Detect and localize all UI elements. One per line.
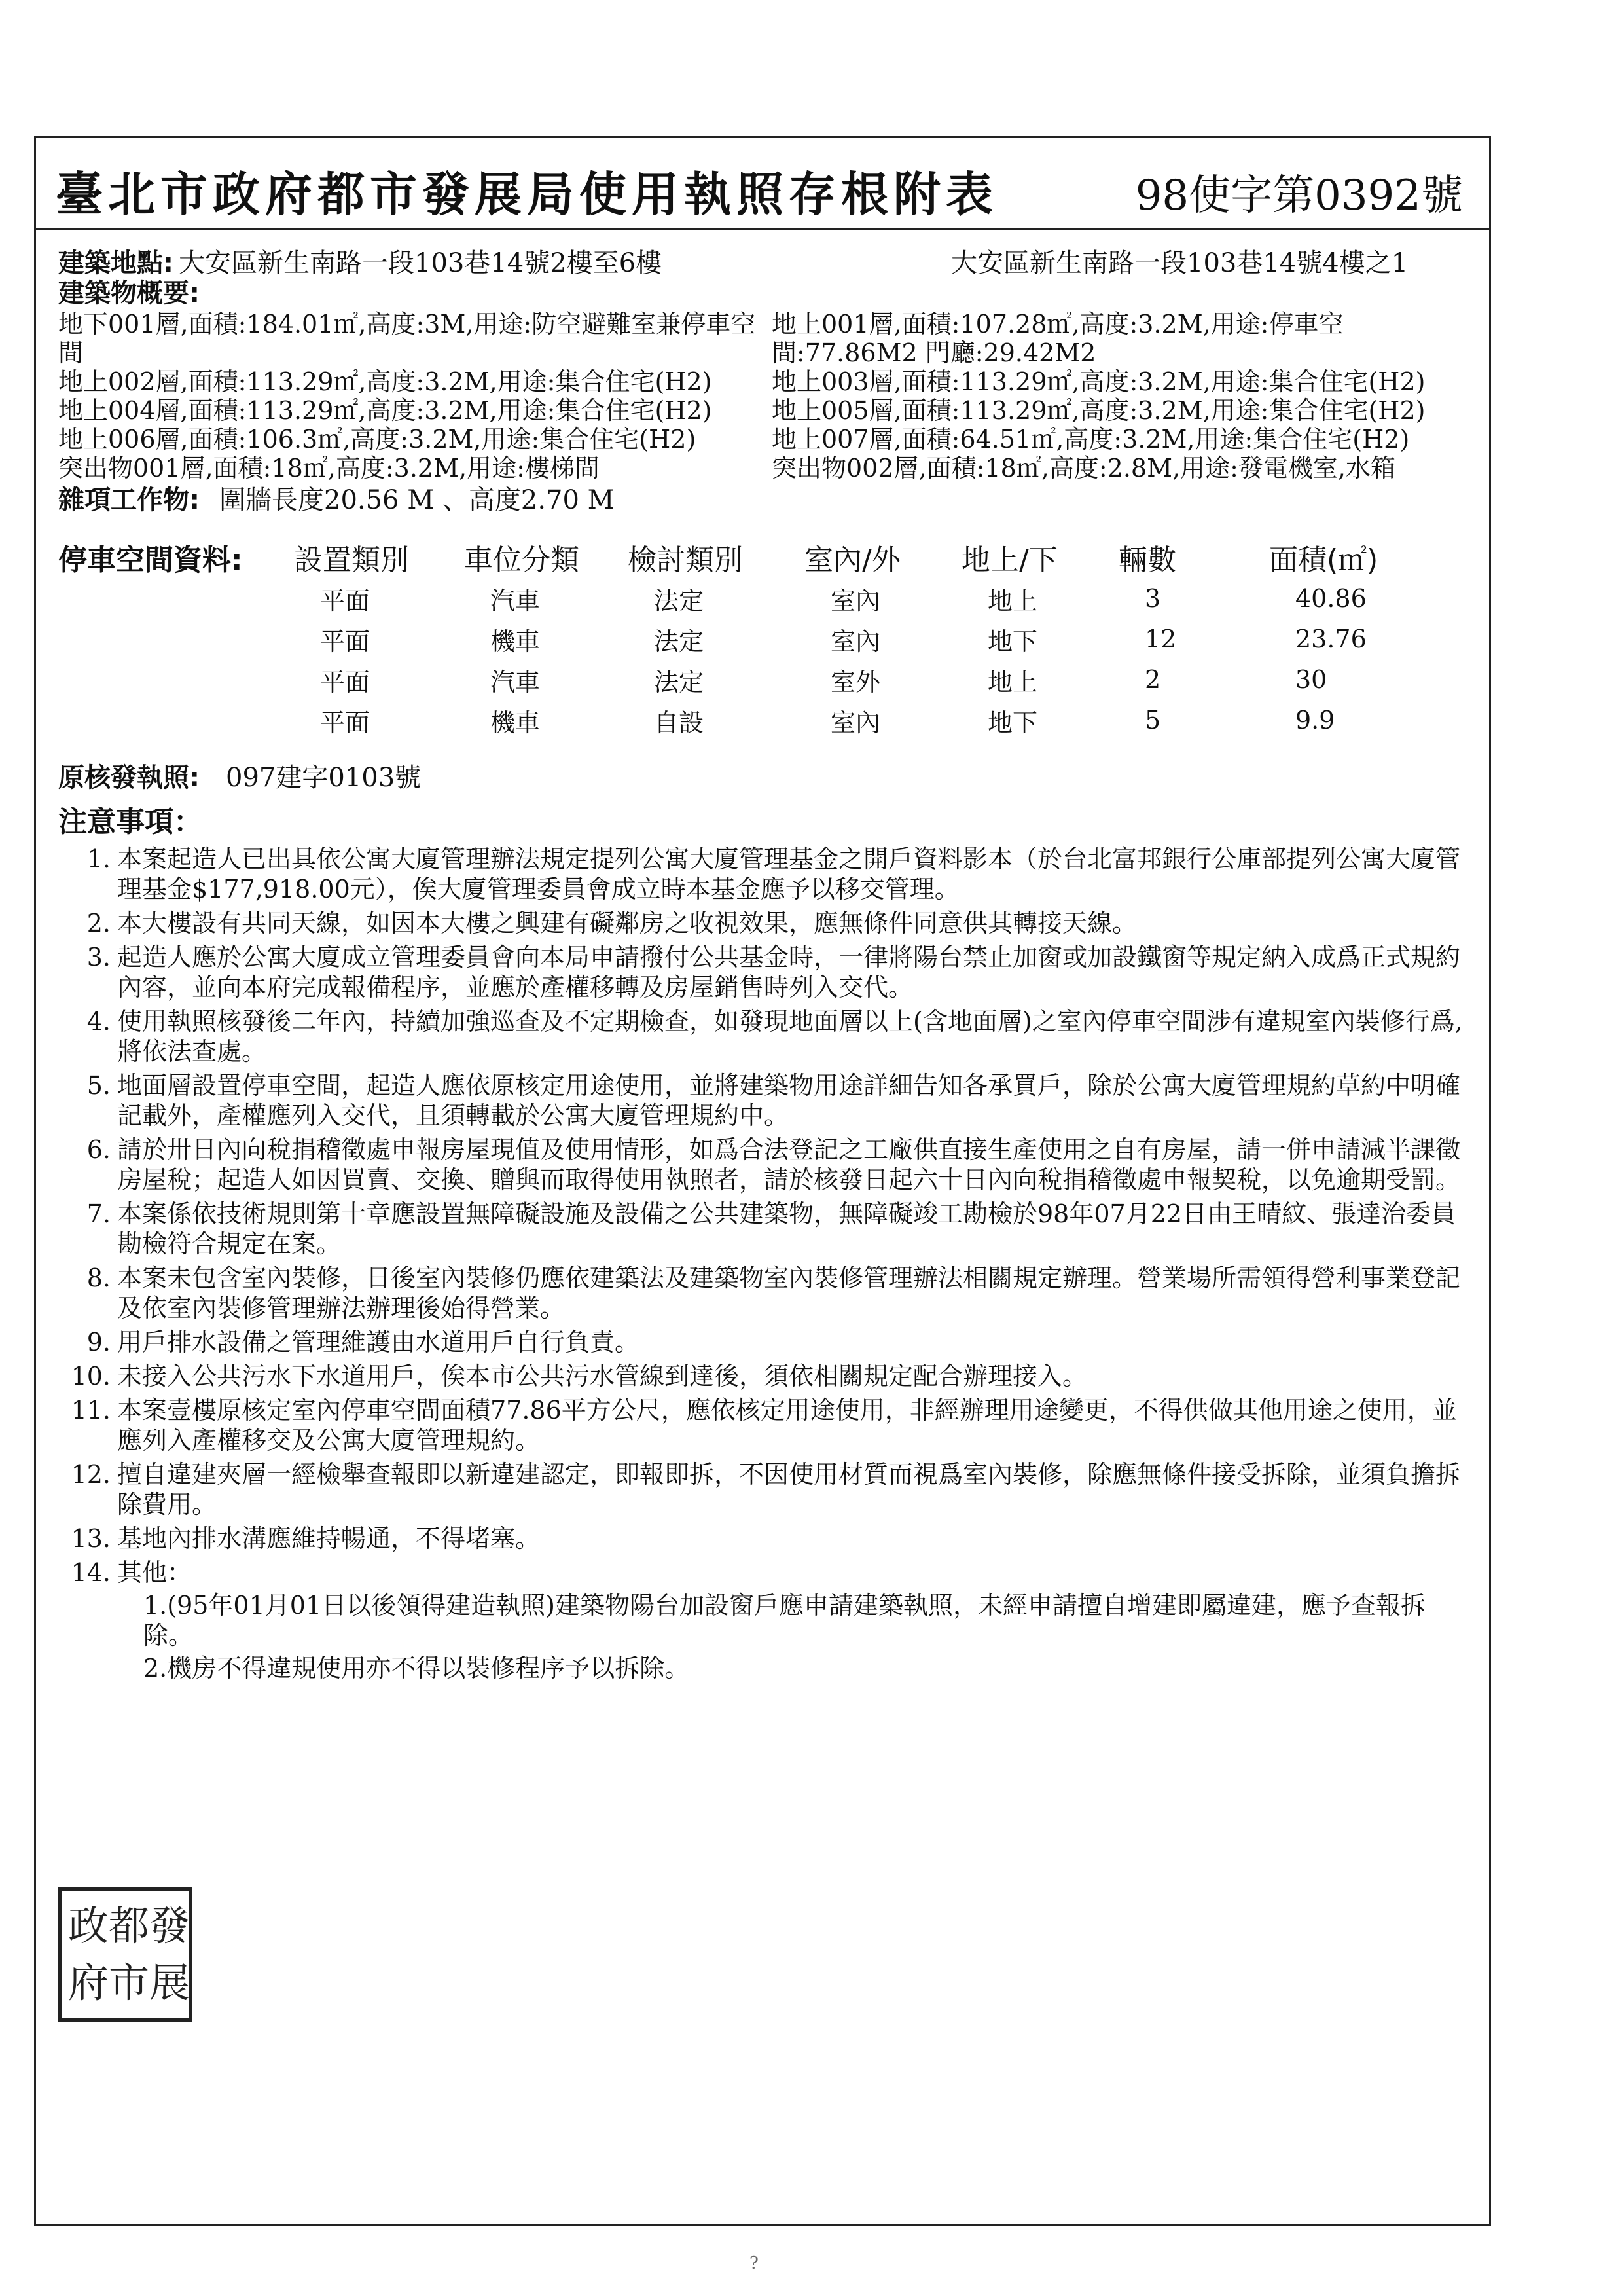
parking-cell: 地上: [988, 667, 1038, 697]
note-number: 2.: [86, 909, 111, 938]
parking-label: 停車空間資料:: [58, 543, 243, 577]
note-text: 使用執照核發後二年內，持續加強巡查及不定期檢查，如發現地面層以上(含地面層)之室內停車空間涉有違規室內裝修行爲,將依法查處。: [117, 1007, 1463, 1066]
seal-glyphs: 政 都 發 府 市 展: [68, 1901, 190, 2007]
parking-cell: 汽車: [490, 667, 541, 697]
parking-col-5: 地上/下: [962, 543, 1058, 577]
parking-table: [58, 578, 1465, 740]
official-seal: [58, 1887, 192, 2022]
parking-cell: 機車: [490, 708, 541, 737]
note-number: 11.: [71, 1396, 111, 1425]
content: [58, 248, 1465, 1683]
note-number: 6.: [86, 1135, 111, 1164]
parking-cell: 30: [1295, 665, 1327, 694]
parking-cell: 9.9: [1295, 706, 1335, 735]
parking-row: [58, 619, 1465, 659]
floor-right-4: 地上007層,面積:64.51㎡,高度:3.2M,用途:集合住宅(H2): [772, 425, 1410, 454]
original-permit-label: 原核發執照:: [58, 763, 200, 793]
parking-cell: 5: [1145, 706, 1161, 735]
note-number: 14.: [71, 1558, 111, 1587]
parking-cell: 地下: [988, 627, 1038, 656]
overview-label: 建築物概要:: [58, 278, 200, 308]
parking-col-6: 輛數: [1119, 543, 1176, 577]
parking-cell: 機車: [490, 627, 541, 656]
parking-cell: 自設: [654, 708, 704, 737]
floor-right-2: 地上003層,面積:113.29㎡,高度:3.2M,用途:集合住宅(H2): [772, 367, 1426, 396]
note-text: 本案起造人已出具依公寓大廈管理辦法規定提列公寓大廈管理基金之開戶資料影本（於台北富邦銀行公庫部提列公寓大廈管理基金$177,918.00元），俟大廈管理委員會成立時本基金應予以移交管理。: [117, 845, 1461, 903]
parking-cell: 3: [1145, 584, 1161, 613]
note-number: 9.: [86, 1328, 111, 1357]
parking-cell: 地上: [988, 586, 1038, 615]
parking-cell: 平面: [320, 627, 370, 656]
note-text: 本案壹樓原核定室內停車空間面積77.86平方公尺，應依核定用途使用，非經辦理用途變更，不得供做其他用途之使用，並應列入產權移交及公寓大廈管理規約。: [117, 1396, 1457, 1455]
note-number: 12.: [71, 1460, 111, 1489]
document-frame: [34, 136, 1491, 2226]
note-item: [58, 1070, 1465, 1131]
floors-grid: [58, 310, 1465, 483]
note-text: 地面層設置停車空間，起造人應依原核定用途使用，並將建築物用途詳細告知各承買戶，除於公寓大廈管理規約草約中明確記載外，產權應列入交代，且須轉載於公寓大廈管理規約中。: [117, 1071, 1461, 1130]
note-number: 7.: [86, 1199, 111, 1228]
permit-number: 98使字第0392號: [1135, 172, 1463, 220]
note-text: 請於卅日內向稅捐稽徵處申報房屋現值及使用情形，如爲合法登記之工廠供直接生產使用之自有房屋，請一併申請減半課徵房屋稅；起造人如因買賣、交換、贈與而取得使用執照者，請於核發日起六十日內向稅捐稽徵處申報契稅，以免逾期受罰。: [117, 1135, 1461, 1194]
note-sub-item: 2.機房不得違規使用亦不得以裝修程序予以拆除。: [143, 1654, 690, 1683]
page-mark: ?: [749, 2253, 759, 2273]
note-item: [58, 1263, 1465, 1323]
misc-label: 雜項工作物:: [58, 485, 200, 515]
notes-title: 注意事項：: [58, 805, 202, 839]
note-item: [58, 1523, 1465, 1554]
note-text: 起造人應於公寓大廈成立管理委員會向本局申請撥付公共基金時，一律將陽台禁止加窗或加設鐵窗等規定納入成爲正式規約內容，並向本府完成報備程序，並應於產權移轉及房屋銷售時列入交代。: [117, 943, 1461, 1002]
note-item: [58, 908, 1465, 938]
note-text: 本大樓設有共同天線，如因本大樓之興建有礙鄰房之收視效果，應無條件同意供其轉接天線。: [117, 909, 1138, 938]
note-text: 基地內排水溝應維持暢通，不得堵塞。: [117, 1524, 541, 1553]
parking-col-1: 設置類別: [294, 543, 409, 577]
parking-col-3: 檢討類別: [628, 543, 743, 577]
parking-row: [58, 700, 1465, 740]
parking-cell: 室內: [831, 708, 881, 737]
document-title: 臺北市政府都市發展局使用執照存根附表: [56, 166, 999, 222]
parking-cell: 法定: [654, 667, 704, 697]
original-permit-value: 097建字0103號: [226, 763, 422, 793]
note-text: 本案未包含室內裝修，日後室內裝修仍應依建築法及建築物室內裝修管理辦法相關規定辦理。營業場所需領得營利事業登記及依室內裝修管理辦法辦理後始得營業。: [117, 1264, 1461, 1322]
note-item: [58, 1459, 1465, 1520]
parking-cell: 室內: [831, 586, 881, 615]
parking-col-2: 車位分類: [464, 543, 579, 577]
note-number: 4.: [86, 1007, 111, 1036]
parking-cell: 室外: [831, 667, 881, 697]
parking-cell: 地下: [988, 708, 1038, 737]
parking-cell: 23.76: [1295, 625, 1367, 653]
floor-right-1: 地上001層,面積:107.28㎡,高度:3.2M,用途:停車空間:77.86M2 門廳:29.42M2: [772, 310, 1344, 367]
note-number: 5.: [86, 1071, 111, 1100]
note-text: 未接入公共污水下水道用戶，俟本市公共污水管線到達後，須依相關規定配合辦理接入。: [117, 1362, 1088, 1391]
floor-right-5: 突出物002層,面積:18㎡,高度:2.8M,用途:發電機室,水箱: [772, 454, 1395, 483]
floor-left-2: 地上002層,面積:113.29㎡,高度:3.2M,用途:集合住宅(H2): [58, 367, 712, 396]
parking-cell: 室內: [831, 627, 881, 656]
note-item: [58, 1006, 1465, 1066]
notes-list: [58, 844, 1465, 1588]
notes-sub-list: [58, 1590, 1465, 1683]
floor-left-3: 地上004層,面積:113.29㎡,高度:3.2M,用途:集合住宅(H2): [58, 396, 712, 425]
note-text: 擅自違建夾層一經檢舉查報即以新違建認定，即報即拆，不因使用材質而視爲室內裝修，除應無條件接受拆除，並須負擔拆除費用。: [117, 1460, 1461, 1519]
parking-col-4: 室內/外: [804, 543, 901, 577]
parking-col-7: 面積(㎡): [1269, 543, 1378, 577]
misc-value: 圍牆長度20.56 M 、高度2.70 M: [219, 485, 615, 515]
note-item: [58, 1361, 1465, 1391]
parking-cell: 2: [1145, 665, 1161, 694]
note-item: [58, 1327, 1465, 1357]
parking-header: [58, 536, 1465, 578]
misc-row: [58, 485, 1465, 515]
parking-cell: 汽車: [490, 586, 541, 615]
floor-right-3: 地上005層,面積:113.29㎡,高度:3.2M,用途:集合住宅(H2): [772, 396, 1426, 425]
site-address-2: 大安區新生南路一段103巷14號4樓之1: [951, 248, 1409, 278]
parking-cell: 40.86: [1295, 584, 1367, 613]
parking-cell: 12: [1145, 625, 1177, 653]
note-item: [58, 1395, 1465, 1455]
original-permit-row: [58, 763, 1465, 793]
note-number: 10.: [71, 1362, 111, 1391]
note-item: [58, 1135, 1465, 1195]
note-number: 1.: [86, 845, 111, 873]
note-number: 13.: [71, 1524, 111, 1553]
site-label: 建築地點:: [58, 248, 173, 278]
note-item: [58, 942, 1465, 1002]
parking-cell: 平面: [320, 667, 370, 697]
note-text: 用戶排水設備之管理維護由水道用戶自行負責。: [117, 1328, 640, 1357]
note-text: 其他：: [117, 1558, 192, 1587]
floor-left-1: 地下001層,面積:184.01㎡,高度:3M,用途:防空避難室兼停車空間: [58, 310, 756, 367]
header: [36, 138, 1489, 230]
note-number: 8.: [86, 1264, 111, 1292]
parking-cell: 平面: [320, 586, 370, 615]
floor-left-4: 地上006層,面積:106.3㎡,高度:3.2M,用途:集合住宅(H2): [58, 425, 696, 454]
site-address-1: 大安區新生南路一段103巷14號2樓至6樓: [179, 248, 662, 278]
note-item: [58, 844, 1465, 904]
floor-left-5: 突出物001層,面積:18㎡,高度:3.2M,用途:樓梯間: [58, 454, 600, 483]
note-item: [58, 1558, 1465, 1588]
note-item: [58, 1199, 1465, 1259]
parking-row: [58, 659, 1465, 700]
parking-cell: 平面: [320, 708, 370, 737]
parking-row: [58, 578, 1465, 619]
note-text: 本案係依技術規則第十章應設置無障礙設施及設備之公共建築物，無障礙竣工勘檢於98年07月22日由王晴紋、張達治委員勘檢符合規定在案。: [117, 1199, 1456, 1258]
parking-cell: 法定: [654, 586, 704, 615]
site-row: [58, 248, 1465, 278]
note-number: 3.: [86, 943, 111, 972]
overview-row: [58, 278, 1465, 308]
parking-cell: 法定: [654, 627, 704, 656]
note-sub-item: 1.(95年01月01日以後領得建造執照)建築物陽台加設窗戶應申請建築執照，未經申請擅自增建即屬違建，應予查報拆除。: [143, 1591, 1426, 1650]
